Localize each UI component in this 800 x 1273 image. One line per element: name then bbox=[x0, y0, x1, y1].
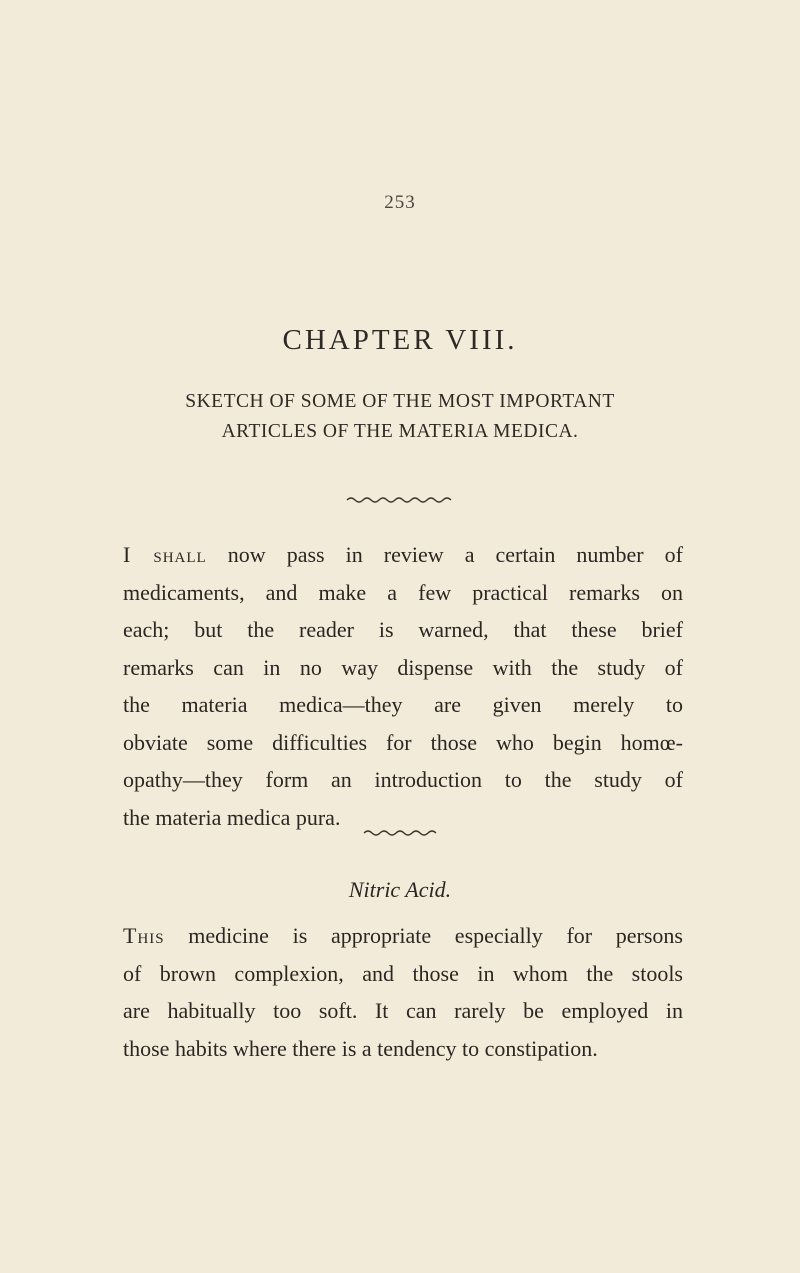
paragraph-line: medicine is appropriate especially for persons bbox=[164, 923, 683, 948]
chapter-subtitle bbox=[0, 387, 800, 447]
section-paragraph bbox=[123, 917, 683, 1067]
lead-words: This bbox=[123, 923, 165, 948]
paragraph-line: those habits where there is a tendency to constipation. bbox=[123, 1035, 598, 1061]
paragraph-line: opathy—they form an introduction to the study of bbox=[123, 767, 683, 792]
subtitle-line: ARTICLES OF THE MATERIA MEDICA. bbox=[221, 421, 579, 442]
paragraph-line: the materia medica pura. bbox=[123, 804, 341, 830]
lead-words: I shall bbox=[123, 542, 207, 567]
paragraph-line: each; but the reader is warned, that these brief bbox=[123, 617, 683, 642]
paragraph-line: medicaments, and make a few practical remarks on bbox=[123, 579, 683, 605]
paragraph-line: are habitually too soft. It can rarely be employed in bbox=[123, 998, 683, 1023]
section-heading: Nitric Acid. bbox=[348, 877, 452, 902]
wavy-rule-ornament bbox=[0, 825, 800, 843]
page-number: 253 bbox=[384, 192, 416, 213]
paragraph-line: remarks can in no way dispense with the study of bbox=[123, 654, 683, 680]
paragraph-line: the materia medica—they are given merely to bbox=[123, 692, 683, 717]
paragraph-line: of brown complexion, and those in whom the stools bbox=[123, 960, 683, 986]
wavy-rule-ornament bbox=[0, 492, 800, 510]
paragraph-line: obviate some difficulties for those who begin homœ- bbox=[123, 729, 683, 755]
chapter-title: CHAPTER VIII. bbox=[282, 324, 518, 356]
subtitle-line: SKETCH OF SOME OF THE MOST IMPORTANT bbox=[185, 391, 615, 412]
paragraph-line: now pass in review a certain number of bbox=[206, 542, 683, 567]
intro-paragraph bbox=[123, 536, 683, 836]
